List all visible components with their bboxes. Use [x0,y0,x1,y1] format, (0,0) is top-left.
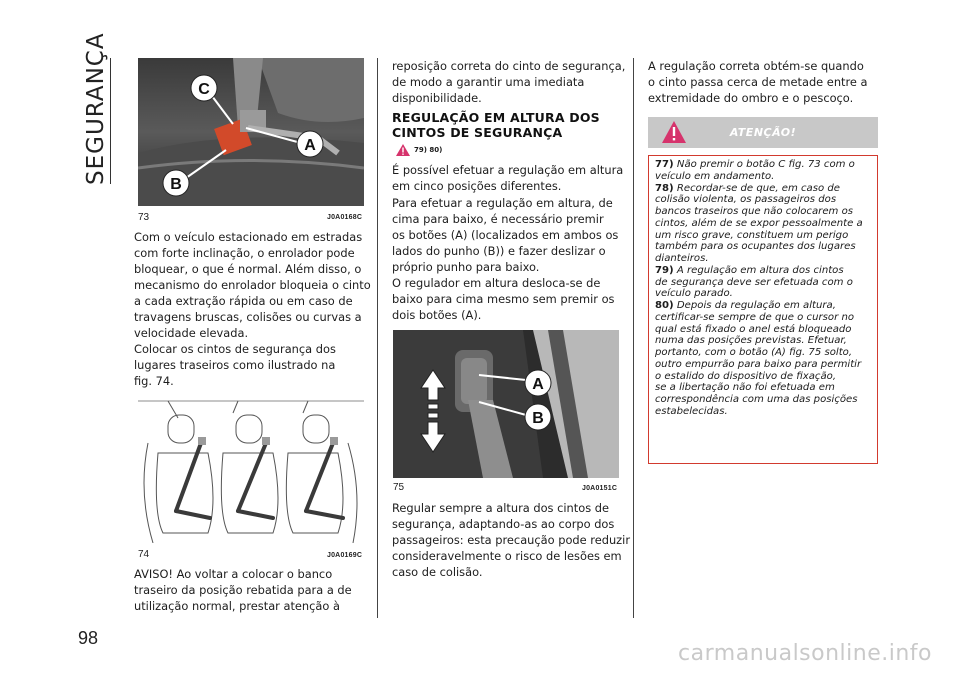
text-line: velocidade elevada. [134,326,249,340]
warning-text: Depois da regulação em altura, [676,300,836,311]
text-line: o cinto passa cerca de metade entre a [648,75,868,89]
col2-para-2 [392,162,632,194]
warning-text: A regulação em altura dos cintos [676,264,844,276]
text-line: disponibilidade. [392,91,482,105]
figure-75-photo [393,330,619,478]
text-line: utilização normal, prestar atenção à [134,599,340,613]
col2-para-5 [392,500,632,580]
warning-number: 80) [655,300,674,311]
warning-text: bancos traseiros que não colocarem os [655,206,854,217]
warning-item-78 [655,183,871,265]
text-line: É possível efetuar a regulação em altura [392,163,624,177]
figure-73-number: 73 [138,212,150,223]
text-line: os botões (A) (localizados em ambos os [392,228,619,242]
text-line: Com o veículo estacionado em estradas [134,230,363,244]
warning-text: dianteiros. [655,253,709,264]
fig73-label-c: C [198,81,210,98]
text-line: consideravelmente o risco de lesões em [392,549,622,563]
text-line: Para efetuar a regulação em altura, de [392,196,613,210]
text-line: travagens bruscas, colisões ou curvas a [134,310,362,324]
col2-para-3 [392,195,632,275]
fig75-label-b: B [532,410,544,427]
warning-text: se a libertação não foi efetuada em [655,382,835,394]
text-line: bloquear, o que é normal. Além disso, o [134,262,362,276]
col3-para-1 [648,58,888,106]
text-line: AVISO! Ao voltar a colocar o banco [134,567,333,581]
heading-line: REGULAÇÃO EM ALTURA DOS [392,110,600,125]
section-rule [110,58,111,184]
text-line: de modo a garantir uma imediata [392,75,585,89]
warning-item-77 [655,159,871,183]
fig73-label-b: B [170,176,182,193]
text-line: mecanismo do enrolador bloqueia o cinto [134,278,371,292]
warning-number: 79) [655,264,674,276]
text-line: caso de colisão. [392,565,483,579]
text-line: extremidade do ombro e o pescoço. [648,91,854,105]
warning-text: correspondência com uma das posições [655,394,858,405]
warning-text: um risco grave, constituem um perigo [655,229,849,241]
fig73-label-a: A [304,137,316,154]
warning-header [648,117,878,148]
warning-refs [396,144,442,156]
figure-75-number: 75 [393,482,405,493]
warning-number: 77) [655,159,674,170]
col1-para-3 [134,566,374,614]
warning-text: portanto, com o botão (A) fig. 75 solto, [655,347,853,358]
warning-text: outro empurrão para baixo para permitir [655,358,862,370]
text-line: lugares traseiros como ilustrado na [134,358,336,372]
warning-text: o estalido do dispositivo de fixação, [655,370,837,382]
col2-para-4 [392,275,632,323]
warning-ref-numbers: 79) 80) [414,146,443,154]
warning-text: veículo parado. [655,288,733,300]
text-line: a cada extração rápida ou em caso de [134,294,353,308]
text-line: com forte inclinação, o enrolador pode [134,246,355,260]
figure-73-image [138,58,364,206]
fig75-label-a: A [532,376,544,393]
warning-number: 78) [655,182,674,194]
section-title: SEGURANÇA [83,32,109,185]
column-divider-2 [633,58,634,618]
warning-text: numa das posições previstas. Efetuar, [655,335,847,347]
text-line: A regulação correta obtém-se quando [648,59,864,73]
warning-triangle-icon [662,121,686,143]
warning-text: estabelecidas. [655,405,728,417]
figure-74-code: J0A0169C [327,552,363,559]
warning-triangle-icon [396,144,410,156]
figure-75-code: J0A0151C [582,485,618,492]
warning-box [648,155,878,464]
warning-text: de segurança deve ser efetuada com o [655,276,853,288]
text-line: dois botões (A). [392,308,482,322]
figure-75-image [393,330,619,478]
figure-74-number: 74 [138,549,150,560]
figure-74-image [138,393,364,543]
warning-text: Não premir o botão C fig. 73 com o [676,159,855,170]
warning-text: qual está fixado o anel está bloqueado [655,323,852,335]
text-line: Regular sempre a altura dos cintos de [392,501,609,515]
warning-text: veículo em andamento. [655,170,775,182]
page-number: 98 [78,628,99,648]
figure-73-code: J0A0168C [327,214,363,221]
text-line: passageiros: esta precaução pode reduzir [392,533,631,547]
text-line: lados do punho (B)) e fazer deslizar o [392,244,606,258]
warning-text: colisão violenta, os passageiros dos [655,194,837,206]
figure-73-photo [138,58,364,206]
warning-text: cintos, além de se expor pessoalmente a [655,217,863,229]
warning-text: Recordar-se de que, em caso de [676,182,841,194]
heading-line: CINTOS DE SEGURANÇA [392,125,563,140]
text-line: traseiro da posição rebatida para a de [134,583,352,597]
text-line: em cinco posições diferentes. [392,179,562,193]
col2-para-1 [392,58,632,106]
text-line: O regulador em altura desloca-se de [392,276,601,290]
column-divider-1 [377,58,378,618]
text-line: segurança, adaptando-as ao corpo dos [392,517,615,531]
warning-text: certificar-se sempre de que o cursor no [655,311,855,323]
text-line: próprio punho para baixo. [392,260,540,274]
text-line: cima para baixo, é necessário premir [392,212,604,226]
section-heading [392,110,632,140]
col1-para-1 [134,229,374,341]
text-line: fig. 74. [134,374,174,388]
warning-item-79 [655,265,871,300]
warning-item-80 [655,300,871,418]
col1-para-2 [134,341,374,389]
watermark: carmanualsonline.info [678,641,932,666]
warning-text: também para os ocupantes dos lugares [655,241,856,253]
figure-74-drawing [138,393,364,543]
warning-label: ATENÇÃO! [729,126,797,139]
text-line: baixo para cima mesmo sem premir os [392,292,615,306]
text-line: reposição correta do cinto de segurança, [392,59,626,73]
text-line: Colocar os cintos de segurança dos [134,342,336,356]
